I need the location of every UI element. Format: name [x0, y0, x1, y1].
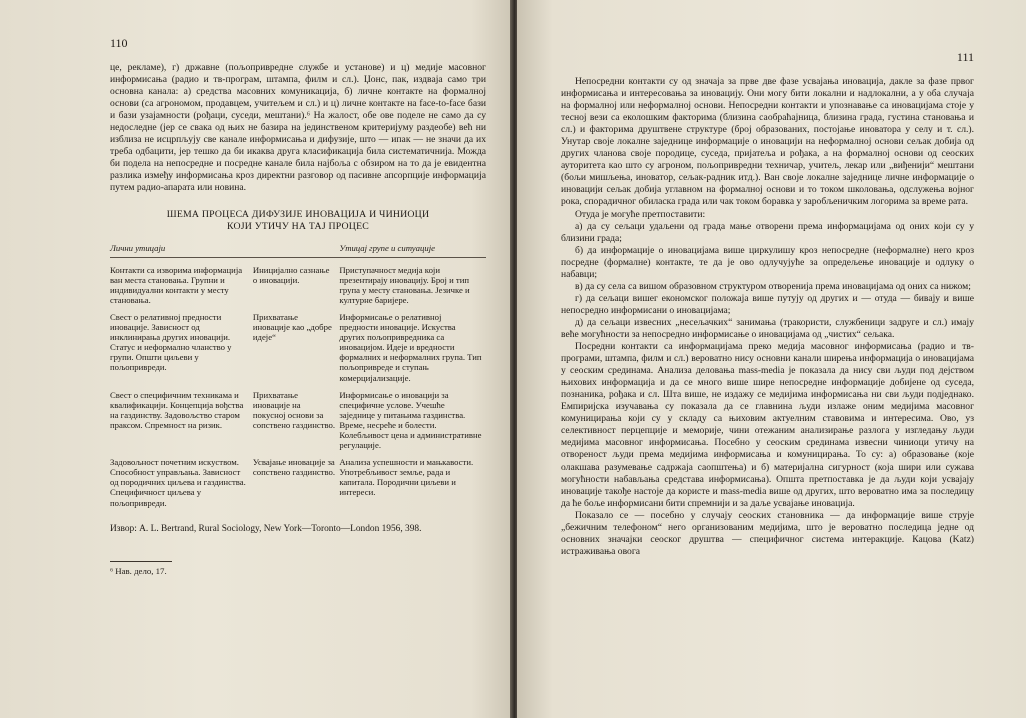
table-cell: Иницијално сазнање о иновацији. — [252, 264, 330, 285]
table-header-row — [110, 239, 486, 258]
table-row — [110, 312, 486, 390]
table-cell: Анализа успешности и мањкавости. Употребљивост земље, рада и капитала. Породични циљеви и интереси. — [339, 457, 474, 498]
body-paragraph: Посредни контакти са информацијама преко медија масовног информисања (радио и тв-програми, штампа, филм и сл.) вероватно нису основни канали ширења информација о иновацијама у сеоским срединама. Анализа деловања mass-media је показала да нису сви људи под дејством њихових информација и да се много више шире непосредне информације добијене од суседа, познаника, рођака и сл. Шта више, не издажу се медијима информисања ни сви људи подједнако. Емпиријска изучавања су показала да се главнина људи излаже оним медијима масовног комуницирања који су у складу са њиховим актуелним ставовима и интересима. Ово, уз селективност перцепције и меморије, чини отежаним анализирање разлога у изгледању људи медијима масовног информисања. Посебно у сеоским срединама извесни чиниоци утичу на отвореност људи према медијима информисања и комуницирања. То су: а) образовање (које олакшава разумевање садржаја саопштења) и б) материјална сигурност (која шири или сужава могућности набављања средстава информисања). Општа претпоставка је да људи који усвајају иновације такође настоје да користе и mass-media више од других, што вероватно има за последицу да ће боље информисани бити спремнији и за даље усвајање иновација. — [561, 341, 974, 509]
table-title-line: КОЈИ УТИЧУ НА ТАЈ ПРОЦЕС — [227, 220, 369, 232]
footnote-rule — [110, 561, 172, 562]
page-number: 110 — [110, 36, 128, 50]
table-cell: Свест о специфичним техникама и квалификацији. Концепција вођства на газдинству. Задовољство старом праксом. Спремност на ризик. — [110, 389, 244, 430]
diffusion-schema-table — [110, 239, 486, 515]
table-title — [110, 209, 486, 233]
table-cell: Усвајање иновације за сопствено газдинство. — [252, 457, 336, 478]
list-item: в) да су села са вишом образовном структуром отворенија према иновацијама од оних са нижом; — [575, 280, 971, 292]
table-cell: Свест о релативној предности иновације. Зависност од инклинирања других иновацији. Статус и неформално чланство у групи. Општи циљеви у пољопривреди. — [110, 311, 232, 373]
body-paragraph: Показало се — посебно у случају сеоских становника — да информације више струје „бежичним телефоном“ него организованим медијима, што је вероватно последица једне од основних значајки сеоског друштва — специфичног система интеракције. Кацова (Katz) истраживања овога — [561, 509, 974, 557]
list-item: а) да су сељаци удаљени од града мање отворени према информацијама од оних који су у близини града; — [561, 220, 974, 244]
table-row — [110, 257, 486, 312]
table-cell: Прихватање иновације на покусној основи за сопствено газдинство. — [252, 389, 336, 430]
left-page — [0, 0, 512, 718]
body-paragraph: Отуда је могуће претпоставити: — [575, 208, 706, 220]
table-cell: Контакти са изворима информација ван места становања. Групни и индивидуални контакти у месту становања. — [110, 264, 243, 305]
list-item: д) да сељаци извесних „несељачких“ занимања (тракористи, службеници задруге и сл.) имају веће могућности за непосредно информисање о иновацијама од „чистих“ сељака. — [561, 316, 974, 340]
page-number: 111 — [956, 50, 974, 64]
body-paragraph: Непосредни контакти су од значаја за прве две фазе усвајања иновација, дакле за фазе првог информисања и интересовања за иновацију. Они могу бити локални и надлокални, а у оба случаја на формалној или неформалној основи. Непосредни контакти и упознавање са иновацијама стоје у тесној вези са еколошким факторима (близина саобраћајница, близина града, густина становања и сл.) и факторима друштвене структуре (број образованих, постојање иноватора у селу и т. сл.). Унутар своје локалне заједнице информације о иновацији на неформалној основи сељак добија од других чланова своје породице, суседа, пријатеља и рођака, а на формалној основи од сеоских ауторитета као што су агроном, пољопривредни техничар, учитељ, лекар или „виђенији“ мештани (бољи мишљења, иноватор, сељак-радник итд.). Ван своје локалне заједнице личне информације о иновацији сељак добија углавном на формалној основи и то током школовања, одслужења војног рока, спорадичног обиласка града или чак током боравка у заробљеничким логорима за време рата. — [561, 76, 974, 208]
table-cell: Прихватање иновације као „добре идеје“ — [252, 311, 332, 343]
table-title-line: ШЕМА ПРОЦЕСА ДИФУЗИЈЕ ИНОВАЦИЈА И ЧИНИОЦИ — [166, 208, 430, 220]
column-header-stage — [253, 239, 339, 258]
table-cell: Информисање о релативној предности иновације. Искуства других пољопривредника са иновацијом. Идеје и вредности формалних и неформалних група. Тип пољопривреде и ступањ комерцијализације. — [339, 311, 482, 383]
body-paragraph: це, рекламе), г) државне (пољопривредне службе и установе) и ц) медије масовног информисања (радио и тв-програм, штампа, филм и сл.). Џонс, пак, издваја само три основна канала: а) средства масовних комуникација, б) личне контакте на формалној основи (са агрономом, продавцем, учитељем и сл.) и ц) личне контакте на face-to-face бази и бази узајамности (рођаци, суседи, мештани).⁶ На жалост, обе ове поделе не само да су недоследне (јер се свака од њих не базира на јединственом критеријуму раздеобе) већ ни изблиза не исцрпљују све канале информисања и дифузије, што — ипак — не значи да их треба одбацити, јер тешко да би икаква друга класификација била систематичнија. Можда би подела на непосредне и посредне канале била најбоља с обзиром на то да је евидентна разлика између информисања кроз директни разговор од пасивне апсорпције информација путем радио-апарата или новина. — [110, 62, 486, 194]
footnote: ⁶ Нав. дело, 17. — [110, 565, 167, 576]
table-row — [110, 457, 486, 514]
right-page — [517, 0, 1026, 718]
list-item: б) да информације о иновацијама више циркулишу кроз непосредне (неформалне) него кроз посредне (формалне) контакте, те да је ово одлучујуће за опредељење иновације и одлуку о набавци; — [561, 244, 974, 280]
table-source: Извор: A. L. Bertrand, Rural Sociology, New York—Toronto—London 1956, 398. — [110, 523, 422, 534]
table-cell: Приступачност медија који презентирају иновацију. Број и тип група у месту становања. Језичке и културне баријере. — [339, 264, 470, 305]
list-item: г) да сељаци вишег економског положаја више путују од других и — отуда — бивају и више непосредно информисани о иновацијама; — [561, 292, 974, 316]
table-row — [110, 390, 486, 458]
table-cell: Информисање о иновацији за специфичне услове. Учешће заједнице у питањима газдинства. Време, несреће и болести. Колебљивост цена и административне регулације. — [339, 389, 482, 451]
column-header-personal: Лични утицаји — [110, 239, 253, 258]
column-header-group: Утицај групе и ситуације — [339, 239, 486, 258]
table-cell: Задовољност почетним искуством. Способност управљања. Зависност од породичних циљева и газдинства. Специфичност циљева у пољопривреди. — [110, 457, 246, 508]
